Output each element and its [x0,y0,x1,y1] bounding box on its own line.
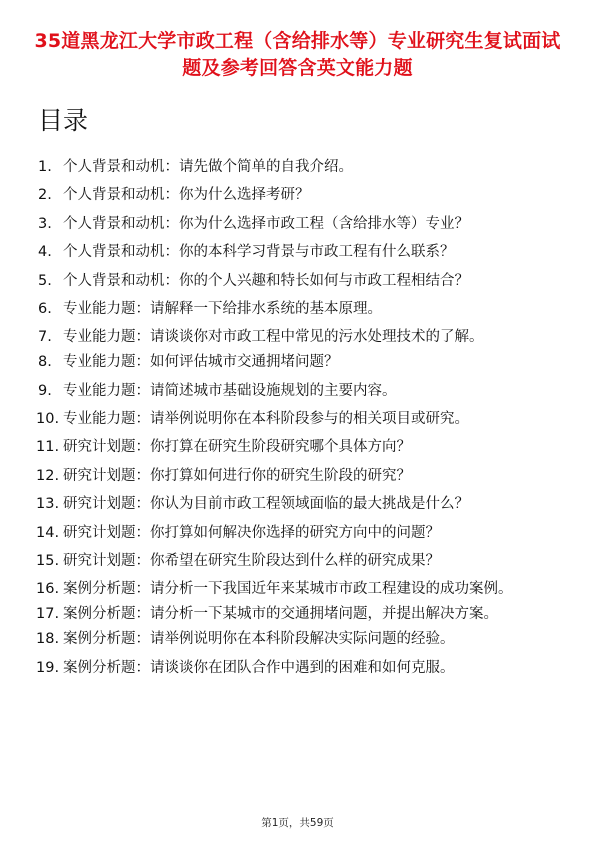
toc-item-number: 18. [36,631,60,648]
toc-item-text: 研究计划题：你打算如何进行你的研究生阶段的研究？ [63,467,411,484]
toc-item[interactable] [38,328,558,347]
toc-item[interactable] [38,438,558,457]
toc-item[interactable] [38,630,558,649]
toc-item-number: 15. [36,552,60,569]
toc-item[interactable] [38,158,558,177]
toc-item[interactable] [38,272,558,291]
toc-item-number: 8. [38,354,52,371]
toc-item-text: 案例分析题：请分析一下我国近年来某城市市政工程建设的成功案例。 [63,581,513,598]
toc-item-text: 研究计划题：你打算如何解决你选择的研究方向中的问题？ [63,524,440,541]
toc-item[interactable] [38,580,558,599]
toc-item[interactable] [38,605,558,624]
toc-item[interactable] [38,552,558,571]
toc-item-number: 16. [36,581,60,598]
toc-item-number: 3. [38,215,52,232]
toc-item[interactable] [38,524,558,543]
toc-item-number: 11. [36,439,60,456]
toc-item[interactable] [38,300,558,319]
toc-item-number: 4. [38,244,52,261]
toc-item[interactable] [38,495,558,514]
toc-item[interactable] [38,215,558,234]
toc-list [38,158,558,687]
document-title: 35道黑龙江大学市政工程（含给排水等）专业研究生复试面试题及参考回答含英文能力题 [34,30,561,79]
toc-item-text: 专业能力题：如何评估城市交通拥堵问题？ [63,354,339,371]
toc-item[interactable] [38,467,558,486]
toc-item-number: 5. [38,272,52,289]
toc-item-text: 研究计划题：你认为目前市政工程领域面临的最大挑战是什么？ [63,496,469,513]
toc-item-number: 14. [36,524,60,541]
toc-item-number: 1. [38,159,52,175]
toc-item-number: 10. [36,411,60,428]
toc-item-text: 专业能力题：请解释一下给排水系统的基本原理。 [63,300,382,317]
toc-item-text: 专业能力题：请谈谈你对市政工程中常见的污水处理技术的了解。 [63,329,484,346]
toc-item-text: 个人背景和动机：你为什么选择市政工程（含给排水等）专业？ [63,215,469,232]
toc-item[interactable] [38,382,558,401]
toc-item-text: 个人背景和动机：请先做个简单的自我介绍。 [63,159,353,175]
toc-item-number: 19. [36,659,60,676]
toc-item[interactable] [38,410,558,429]
toc-item-text: 研究计划题：你希望在研究生阶段达到什么样的研究成果？ [63,552,440,569]
page-footer: 第1页，共59页 [261,817,334,829]
toc-item-text: 专业能力题：请举例说明你在本科阶段参与的相关项目或研究。 [63,411,469,428]
toc-item-number: 7. [38,329,52,346]
toc-item-text: 个人背景和动机：你的个人兴趣和特长如何与市政工程相结合？ [63,272,469,289]
toc-item-number: 17. [36,606,60,623]
toc-item-number: 12. [36,467,60,484]
toc-item-text: 个人背景和动机：你为什么选择考研？ [63,187,310,204]
toc-item-text: 个人背景和动机：你的本科学习背景与市政工程有什么联系？ [63,244,455,261]
toc-item-text: 专业能力题：请简述城市基础设施规划的主要内容。 [63,382,397,399]
toc-item[interactable] [38,186,558,205]
toc-item-number: 13. [36,496,60,513]
toc-item[interactable] [38,659,558,678]
toc-heading: 目录 [38,106,89,135]
toc-item-text: 研究计划题：你打算在研究生阶段研究哪个具体方向？ [63,439,411,456]
toc-item-text: 案例分析题：请分析一下某城市的交通拥堵问题，并提出解决方案。 [63,606,498,623]
toc-item-number: 2. [38,187,52,204]
toc-item[interactable] [38,353,558,372]
toc-item-text: 案例分析题：请举例说明你在本科阶段解决实际问题的经验。 [63,631,455,648]
toc-item[interactable] [38,243,558,262]
toc-item-number: 6. [38,300,52,317]
toc-item-text: 案例分析题：请谈谈你在团队合作中遇到的困难和如何克服。 [63,659,455,676]
toc-item-number: 9. [38,382,52,399]
